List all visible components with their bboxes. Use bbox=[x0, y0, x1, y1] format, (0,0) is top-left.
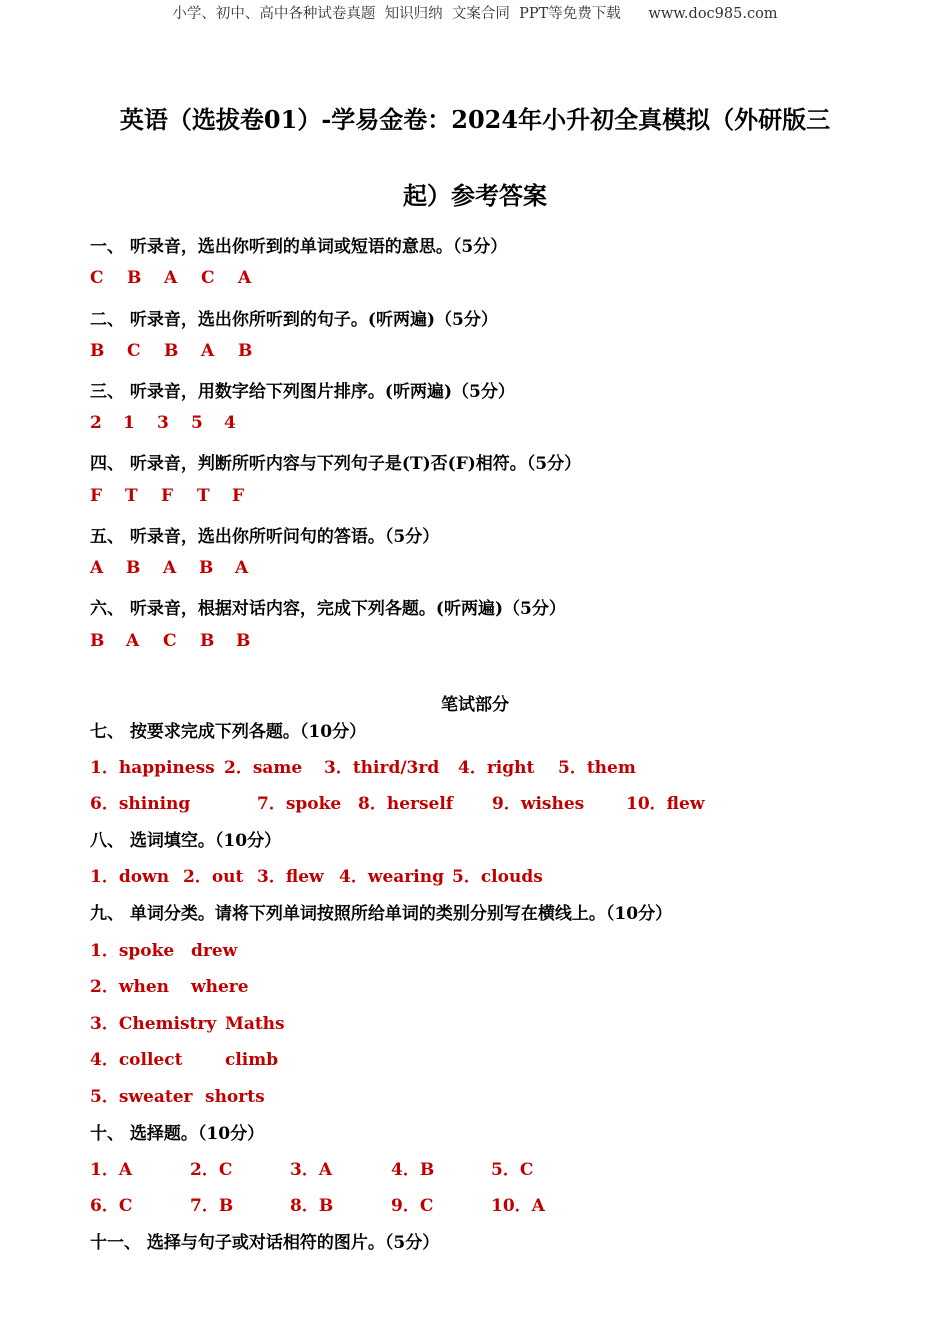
answer-row-9-2 bbox=[90, 972, 249, 997]
answer: 7．spoke bbox=[257, 794, 342, 814]
question-1: 一、 听录音，选出你听到的单词或短语的意思。（5分） bbox=[90, 237, 508, 257]
answer: 9．wishes bbox=[492, 794, 585, 814]
answer: 1．spoke bbox=[90, 941, 175, 961]
answer: 2．when bbox=[90, 977, 169, 997]
answer-row-1 bbox=[90, 268, 251, 288]
answer-row-9-1 bbox=[90, 936, 237, 961]
answer-row-10b bbox=[90, 1191, 545, 1216]
question-4: 四、 听录音，判断所听内容与下列句子是(T)否(F)相符。（5分） bbox=[90, 454, 582, 474]
answer: where bbox=[191, 977, 249, 997]
question-10: 十、 选择题。（10分） bbox=[90, 1124, 265, 1144]
written-heading: 笔试部分 bbox=[441, 695, 509, 715]
answer: A bbox=[235, 558, 249, 578]
answer-row-9-4 bbox=[90, 1045, 278, 1070]
answer-row-9-5 bbox=[90, 1082, 265, 1107]
answer: A bbox=[201, 341, 215, 361]
answer: 3 bbox=[157, 413, 169, 433]
answer-row-9-3 bbox=[90, 1009, 285, 1034]
answer: 3．Chemistry bbox=[90, 1014, 217, 1034]
question-6: 六、 听录音，根据对话内容，完成下列各题。(听两遍)（5分） bbox=[90, 599, 566, 619]
answer: T bbox=[197, 486, 210, 506]
question-11: 十一、 选择与句子或对话相符的图片。（5分） bbox=[90, 1233, 440, 1253]
answer: B bbox=[90, 341, 105, 361]
answer: shorts bbox=[205, 1087, 265, 1107]
answer: 3．flew bbox=[257, 867, 324, 887]
answer-row-3 bbox=[90, 413, 236, 433]
answer: 5 bbox=[191, 413, 203, 433]
answer: 2．C bbox=[190, 1160, 233, 1180]
answer: A bbox=[238, 268, 252, 288]
answer-row-10a bbox=[90, 1155, 533, 1180]
answer: drew bbox=[191, 941, 238, 961]
answer-row-4 bbox=[90, 486, 244, 506]
answer: 5．clouds bbox=[452, 867, 543, 887]
answer: 2．out bbox=[183, 867, 244, 887]
answer: 2 bbox=[90, 413, 102, 433]
answer: C bbox=[201, 268, 215, 288]
answer: B bbox=[126, 558, 141, 578]
answer: 9．C bbox=[391, 1196, 434, 1216]
answer: C bbox=[127, 341, 141, 361]
answer: 5．them bbox=[558, 758, 636, 778]
title-line-2: 起）参考答案 bbox=[403, 181, 547, 210]
answer: 10．flew bbox=[626, 794, 705, 814]
answer: F bbox=[161, 486, 174, 506]
page-header: 小学、初中、高中各种试卷真题 知识归纳 文案合同 PPT等免费下载 www.doc985.com bbox=[172, 6, 778, 22]
answer: 10．A bbox=[491, 1196, 545, 1216]
answer: 4．collect bbox=[90, 1050, 183, 1070]
answer: 5．sweater bbox=[90, 1087, 193, 1107]
answer-row-8 bbox=[90, 862, 543, 887]
answer: B bbox=[199, 558, 214, 578]
answer: C bbox=[163, 631, 177, 651]
answer: T bbox=[125, 486, 138, 506]
answer-row-5 bbox=[90, 558, 248, 578]
answer: 1．happiness bbox=[90, 758, 215, 778]
answer: 7．B bbox=[190, 1196, 234, 1216]
answer: 2．same bbox=[224, 758, 303, 778]
answer: 1 bbox=[123, 413, 135, 433]
answer: B bbox=[164, 341, 179, 361]
answer: A bbox=[164, 268, 178, 288]
answer: B bbox=[200, 631, 215, 651]
answer-row-6 bbox=[90, 631, 250, 651]
answer: A bbox=[126, 631, 140, 651]
question-7: 七、 按要求完成下列各题。（10分） bbox=[90, 722, 367, 742]
answer: 1．A bbox=[90, 1160, 133, 1180]
answer: 4 bbox=[224, 413, 236, 433]
answer: F bbox=[90, 486, 103, 506]
question-9: 九、 单词分类。请将下列单词按照所给单词的类别分别写在横线上。（10分） bbox=[90, 904, 673, 924]
answer: B bbox=[90, 631, 105, 651]
answer: 3．A bbox=[290, 1160, 333, 1180]
answer: 6．C bbox=[90, 1196, 133, 1216]
answer: 6．shining bbox=[90, 794, 191, 814]
answer: F bbox=[232, 486, 245, 506]
answer: 4．B bbox=[391, 1160, 435, 1180]
answer: A bbox=[163, 558, 177, 578]
answer: C bbox=[90, 268, 104, 288]
answer-row-2 bbox=[90, 341, 252, 361]
answer: 8．B bbox=[290, 1196, 334, 1216]
answer: B bbox=[238, 341, 253, 361]
answer: 4．right bbox=[458, 758, 535, 778]
answer: 5．C bbox=[491, 1160, 534, 1180]
answer: B bbox=[236, 631, 251, 651]
answer: Maths bbox=[225, 1014, 285, 1034]
question-3: 三、 听录音，用数字给下列图片排序。(听两遍)（5分） bbox=[90, 382, 515, 402]
question-2: 二、 听录音，选出你所听到的句子。(听两遍)（5分） bbox=[90, 310, 498, 330]
answer-row-7b bbox=[90, 789, 704, 814]
answer: B bbox=[127, 268, 142, 288]
answer: 1．down bbox=[90, 867, 170, 887]
answer: 4．wearing bbox=[339, 867, 444, 887]
title-line-1: 英语（选拔卷01）-学易金卷：2024年小升初全真模拟（外研版三 bbox=[119, 105, 831, 134]
question-5: 五、 听录音，选出你所听问句的答语。（5分） bbox=[90, 527, 440, 547]
question-8: 八、 选词填空。（10分） bbox=[90, 831, 282, 851]
answer: 8．herself bbox=[358, 794, 454, 814]
answer: 3．third/3rd bbox=[324, 758, 440, 778]
answer-row-7a bbox=[90, 753, 636, 778]
answer: A bbox=[90, 558, 104, 578]
answer: climb bbox=[225, 1050, 279, 1070]
